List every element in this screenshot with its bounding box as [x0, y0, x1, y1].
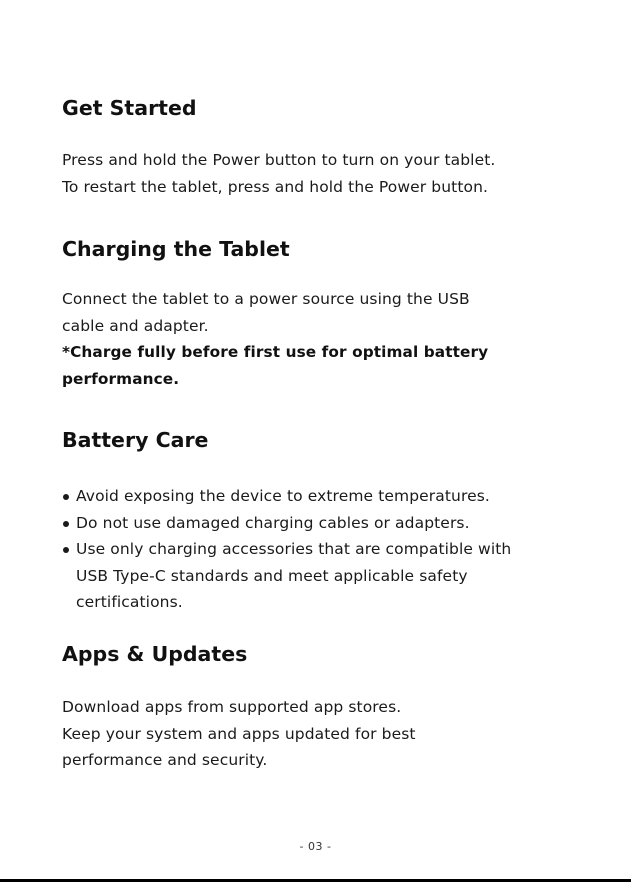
bullet-line: Do not use damaged charging cables or adapters.: [76, 513, 470, 532]
bullet-item: [62, 536, 607, 616]
section-paragraph: [62, 286, 607, 392]
paragraph-line: Connect the tablet to a power source using the USB: [62, 290, 470, 308]
bullet-item: [62, 510, 607, 537]
bullet-line: Use only charging accessories that are compatible with: [76, 540, 512, 558]
bullet-item: [62, 483, 607, 510]
section-paragraph: [62, 147, 607, 200]
section-heading: Apps & Updates: [62, 642, 248, 666]
charge-note-line: *Charge fully before first use for optimal battery: [62, 343, 489, 361]
paragraph-line: Press and hold the Power button to turn on your tablet.: [62, 151, 496, 169]
bullet-list: [62, 483, 607, 616]
paragraph-line: Download apps from supported app stores.: [62, 698, 402, 716]
charge-note-line: performance.: [62, 369, 180, 388]
paragraph-line: performance and security.: [62, 751, 268, 769]
section-heading: Get Started: [62, 96, 197, 120]
section-get-started: [62, 95, 607, 200]
section-apps-updates: [62, 641, 607, 774]
section-heading: Battery Care: [62, 428, 209, 452]
paragraph-line: cable and adapter.: [62, 316, 209, 335]
section-battery-care: [62, 427, 607, 616]
bullet-line: Avoid exposing the device to extreme temperatures.: [76, 487, 490, 505]
section-heading: Charging the Tablet: [62, 237, 290, 261]
bullet-line: USB Type-C standards and meet applicable safety: [76, 566, 468, 585]
section-charging: [62, 236, 607, 392]
section-paragraph: [62, 694, 607, 774]
bottom-divider: [0, 879, 631, 882]
paragraph-line: To restart the tablet, press and hold the Power button.: [62, 177, 489, 196]
bullet-line: certifications.: [76, 593, 183, 611]
paragraph-line: Keep your system and apps updated for best: [62, 724, 416, 743]
page-number: - 03 -: [299, 840, 332, 853]
